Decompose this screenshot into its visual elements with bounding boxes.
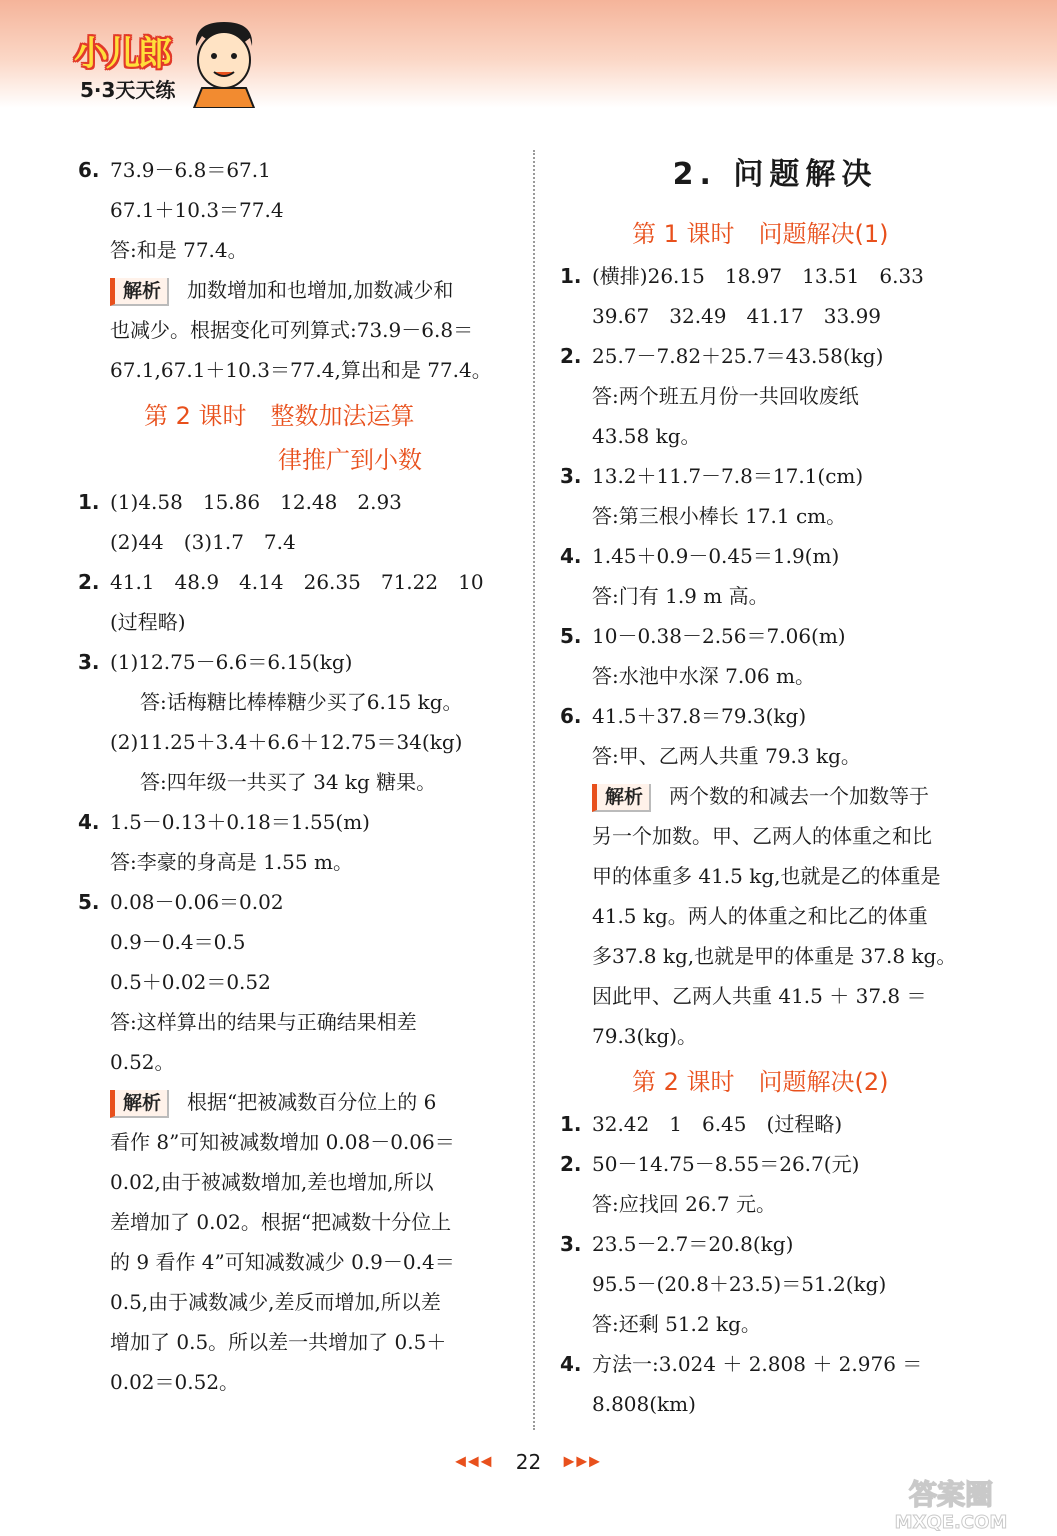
r-q6-analysis-6: 因此甲、乙两人共重 41.5 ＋ 37.8 ＝ [592, 984, 927, 1008]
l2-q5-line2: 0.9－0.4＝0.5 [110, 930, 246, 954]
r2-q2-line1: 50－14.75－8.55＝26.7(元) [592, 1152, 860, 1176]
watermark-logo [856, 1476, 1046, 1532]
r2-q2-line2: 答:应找回 26.7 元。 [592, 1192, 776, 1216]
r-q6-line1: 41.5＋37.8＝79.3(kg) [592, 704, 807, 728]
l2-q5-analysis-4: 差增加了 0.02。根据“把减数十分位上 [110, 1210, 452, 1234]
l2-q1-line1: (1)4.58 15.86 12.48 2.93 [110, 490, 402, 514]
r-q6-analysis-1: 两个数的和减去一个加数等于 [669, 784, 930, 808]
q6-number: 6. [78, 158, 100, 182]
r-q2-line1: 25.7－7.82＋25.7＝43.58(kg) [592, 344, 884, 368]
r-q2-line2: 答:两个班五月份一共回收废纸 [592, 384, 859, 408]
r2-q3-line3: 答:还剩 51.2 kg。 [592, 1312, 761, 1336]
r-q6-analysis-7: 79.3(kg)。 [592, 1024, 698, 1048]
r-q6-analysis-3: 甲的体重多 41.5 kg,也就是乙的体重是 [592, 864, 941, 888]
r2-q4-line2: 8.808(km) [592, 1392, 696, 1416]
lesson-2-title-cont: 律推广到小数 [278, 446, 422, 474]
r-q5-line2: 答:水池中水深 7.06 m。 [592, 664, 815, 688]
l2-q1-line2: (2)44 (3)1.7 7.4 [110, 530, 296, 554]
r-q6-analysis-4: 41.5 kg。两人的体重之和比乙的体重 [592, 904, 928, 928]
l2-q5-line1: 0.08－0.06＝0.02 [110, 890, 284, 914]
r-q4-number: 4. [560, 544, 582, 568]
logo-subtitle: 5·3天天练 [80, 78, 176, 102]
r-q5-line1: 10－0.38－2.56＝7.06(m) [592, 624, 846, 648]
l2-q5-line3: 0.5＋0.02＝0.52 [110, 970, 271, 994]
r-q5-number: 5. [560, 624, 582, 648]
r-q6-analysis-5: 多37.8 kg,也就是甲的体重是 37.8 kg。 [592, 944, 957, 968]
l2-q5-analysis-2: 看作 8”可知被减数增加 0.08－0.06＝ [110, 1130, 455, 1154]
r2-q3-line1: 23.5－2.7＝20.8(kg) [592, 1232, 794, 1256]
page-number: 22 [515, 1449, 542, 1474]
r-q6-line2: 答:甲、乙两人共重 79.3 kg。 [592, 744, 861, 768]
mascot-boy-icon [184, 16, 264, 108]
l2-q5-analysis-7: 增加了 0.5。所以差一共增加了 0.5＋ [110, 1330, 447, 1354]
l2-q4-number: 4. [78, 810, 100, 834]
l2-q4-line1: 1.5－0.13＋0.18＝1.55(m) [110, 810, 370, 834]
analysis-tag: 解析 [110, 1090, 169, 1118]
r-q3-line1: 13.2＋11.7－7.8＝17.1(cm) [592, 464, 864, 488]
r2-q1-number: 1. [560, 1112, 582, 1136]
left-column [78, 150, 508, 1402]
r-q2-line3: 43.58 kg。 [592, 424, 701, 448]
r2-q4-number: 4. [560, 1352, 582, 1376]
q6-analysis-3: 67.1,67.1＋10.3＝77.4,算出和是 77.4。 [110, 358, 492, 382]
r-q4-line1: 1.45＋0.9－0.45＝1.9(m) [592, 544, 840, 568]
r2-q2-number: 2. [560, 1152, 582, 1176]
l2-q5-analysis-5: 的 9 看作 4”可知减数减少 0.9－0.4＝ [110, 1250, 455, 1274]
section-title: 2. 问题解决 [672, 157, 878, 192]
analysis-tag: 解析 [592, 784, 651, 812]
l2-q2-line2: (过程略) [110, 610, 186, 634]
l2-q5-line4: 答:这样算出的结果与正确结果相差 [110, 1010, 417, 1034]
q6-line2: 67.1＋10.3＝77.4 [110, 198, 284, 222]
r2-q4-line1: 方法一:3.024 ＋ 2.808 ＋ 2.976 ＝ [592, 1352, 923, 1376]
svg-text:答案圈: 答案圈 [908, 1478, 994, 1511]
lesson-1-title: 第 1 课时 问题解决(1) [632, 220, 889, 248]
r-q3-line2: 答:第三根小棒长 17.1 cm。 [592, 504, 847, 528]
lesson-2r-title: 第 2 课时 问题解决(2) [632, 1068, 889, 1096]
r2-q3-number: 3. [560, 1232, 582, 1256]
right-arrows-icon: ▶▶▶ [563, 1453, 602, 1470]
l2-q5-line5: 0.52。 [110, 1050, 175, 1074]
l2-q1-number: 1. [78, 490, 100, 514]
r-q1-number: 1. [560, 264, 582, 288]
l2-q2-number: 2. [78, 570, 100, 594]
l2-q3-line3: (2)11.25＋3.4＋6.6＋12.75＝34(kg) [110, 730, 463, 754]
lesson-2-title: 第 2 课时 整数加法运算 [144, 402, 415, 430]
r-q4-line2: 答:门有 1.9 m 高。 [592, 584, 769, 608]
l2-q3-line4: 答:四年级一共买了 34 kg 糖果。 [140, 770, 437, 794]
l2-q5-analysis-8: 0.02＝0.52。 [110, 1370, 240, 1394]
l2-q2-line1: 41.1 48.9 4.14 26.35 71.22 10 [110, 570, 484, 594]
l2-q5-analysis-6: 0.5,由于减数减少,差反而增加,所以差 [110, 1290, 441, 1314]
q6-line1: 73.9－6.8＝67.1 [110, 158, 271, 182]
q6-analysis-1: 加数增加和也增加,加数减少和 [187, 278, 454, 302]
l2-q3-line2: 答:话梅糖比棒棒糖少买了6.15 kg。 [140, 690, 463, 714]
q6-answer: 答:和是 77.4。 [110, 238, 248, 262]
l2-q5-number: 5. [78, 890, 100, 914]
r-q1-line2: 39.67 32.49 41.17 33.99 [592, 304, 882, 328]
column-divider [533, 150, 535, 1430]
r-q6-analysis-2: 另一个加数。甲、乙两人的体重之和比 [592, 824, 932, 848]
q6-analysis-2: 也减少。根据变化可列算式:73.9－6.8＝ [110, 318, 474, 342]
r2-q3-line2: 95.5－(20.8＋23.5)＝51.2(kg) [592, 1272, 887, 1296]
right-column [560, 150, 990, 1424]
l2-q5-analysis-1: 根据“把被减数百分位上的 6 [187, 1090, 437, 1114]
page-footer [0, 1448, 1057, 1474]
r2-q1-line1: 32.42 1 6.45 (过程略) [592, 1112, 843, 1136]
brand-logo [58, 22, 258, 112]
logo-title: 小儿郎 [74, 34, 170, 74]
analysis-tag: 解析 [110, 278, 169, 306]
l2-q3-line1: (1)12.75－6.6＝6.15(kg) [110, 650, 353, 674]
l2-q4-line2: 答:李豪的身高是 1.55 m。 [110, 850, 353, 874]
r-q1-line1: (横排)26.15 18.97 13.51 6.33 [592, 264, 924, 288]
svg-text:MXQE.COM: MXQE.COM [894, 1512, 1008, 1532]
r-q3-number: 3. [560, 464, 582, 488]
l2-q3-number: 3. [78, 650, 100, 674]
r-q6-number: 6. [560, 704, 582, 728]
left-arrows-icon: ◀◀◀ [455, 1453, 494, 1470]
r-q2-number: 2. [560, 344, 582, 368]
l2-q5-analysis-3: 0.02,由于被减数增加,差也增加,所以 [110, 1170, 434, 1194]
